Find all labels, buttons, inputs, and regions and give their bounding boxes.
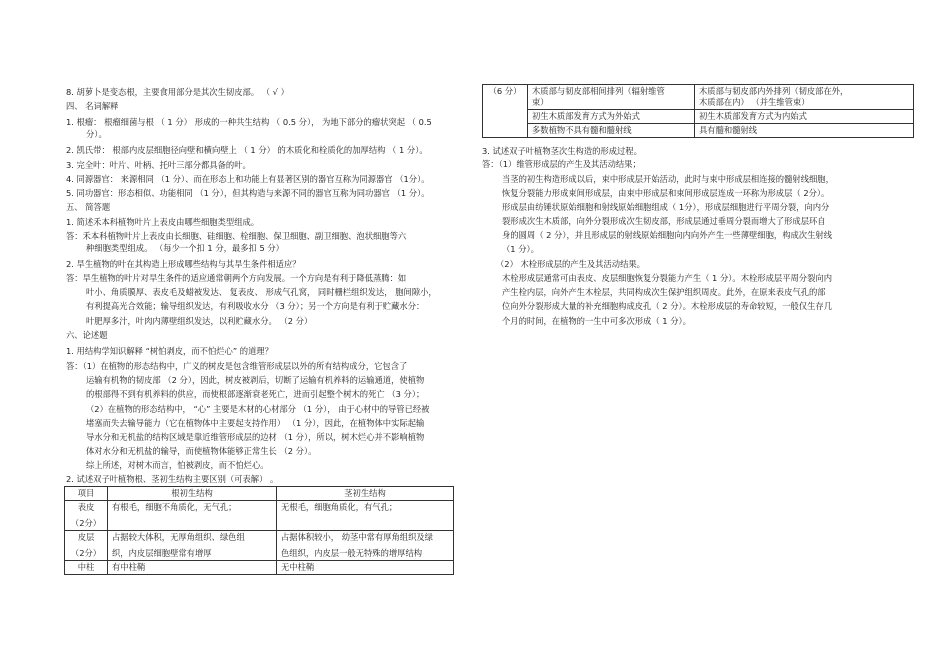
term-4-text: 4. 同源器官： 来源相同 （1 分）、而在形态上和功能上有显著区别的器官互称为同源器官 （1分）。 (66, 174, 430, 184)
essay-1-answer-cont-6: 体对水分和无机盐的输导，而使植物体能够正常生长 （2 分）。 (86, 446, 317, 456)
table-cell (528, 85, 695, 110)
table-cell (695, 110, 914, 124)
essay-3-answer-cont-5: 身的圆周（ 2 分），并且形成层的射线原始细胞向内向外产生一些薄壁细胞，构成次生射线 (502, 230, 832, 240)
root-value-line: 木质部与韧皮部相间排列（辐射维管 (532, 86, 665, 96)
term-5-text: 5. 同功器官：形态相似、功能相同 （1 分），但其构造与来源不同的器官互称为同功器官 （1 分）。 (66, 188, 430, 198)
stem-value: 具有髓和髓射线 (699, 125, 758, 135)
essay-3-answer-cont-2: 恢复分裂能力形成束间形成层，由束中形成层和束间形成层连成一环称为形成层（ 2分）。 (502, 188, 830, 198)
q1-answer: 答：禾本科植物叶片上表皮由长细胞、硅细胞、栓细胞、保卫细胞、副卫细胞、泡状细胞等六 (66, 231, 407, 241)
essay-3-part-2-text-3: 位向外分裂形成大量的补充细胞构成皮孔（ 2 分）。木栓形成层的寿命较短，一般仅生存几 (502, 301, 832, 311)
essay-3-answer-cont-4: 裂形成次生木质部，向外分裂形成次生韧皮部，形成层通过垂周分裂而增大了形成层环自 (502, 216, 826, 226)
item-8-text: 8. 胡萝卜是变态根，主要食用部分是其次生韧皮部。 （ √ ） (66, 87, 289, 97)
table-cell (528, 124, 695, 138)
table-header-cell: 项目 (65, 487, 108, 501)
essay-3-part-2-heading: （2） 木栓形成层的产生及其活动结果。 (496, 259, 645, 269)
table-header-cell: 根初生结构 (108, 487, 277, 501)
stem-value: 无根毛，细胞角质化，有气孔； (281, 502, 398, 512)
section-5-heading: 五、 简答题 (66, 202, 111, 212)
table-header-row (65, 487, 454, 501)
essay-3-part-2-text-2: 产生栓内层，向外产生木栓层，共同构成次生保护组织周皮。此外，在原来表皮气孔的部 (502, 287, 826, 297)
table-cell (65, 531, 108, 561)
table-cell (65, 501, 108, 531)
essay-3-answer: 答：（1）维管形成层的产生及其活动结果； (482, 159, 641, 169)
stem-value: 初生木质部发育方式为内始式 (699, 111, 807, 121)
row-item: 表皮 (77, 502, 95, 512)
root-value-line: 束） (532, 97, 549, 107)
table-cell (108, 531, 277, 561)
term-1-text: 1. 根瘤： 根瘤细菌与根 （ 1 分） 形成的一种共生结构 （ 0.5 分）， 为地下部分的瘤状突起 （ 0.5 (66, 117, 432, 127)
essay-3-part-2-text-1: 木栓形成层通常可由表皮、皮层细胞恢复分裂能力产生（ 1 分）。木栓形成层平周分裂向内 (502, 273, 832, 283)
row-score: （2分） (70, 518, 102, 528)
root-value-line: 织，内皮层细胞壁常有增厚 (112, 548, 212, 558)
table-header-cell: 茎初生结构 (277, 487, 454, 501)
table-cell (695, 124, 914, 138)
table-cell (277, 501, 454, 531)
root-value: 有中柱鞘 (112, 562, 146, 572)
essay-1-answer-cont-2: 的根部得不到有机养料的供应，而使根部逐渐衰老死亡，进而引起整个树木的死亡 （3 分）； (86, 389, 425, 399)
section-4-heading: 四、 名词解释 (66, 101, 119, 111)
essay-1-answer: 答：（1）在植物的形态结构中，广义的树皮是包含维管形成层以外的所有结构成分，它包含了 (66, 361, 408, 371)
table-row (65, 501, 454, 531)
table-cell (108, 501, 277, 531)
table-row (65, 561, 454, 575)
q2-answer-cont-1: 叶小、角质膜厚、表皮毛及蜡被发达、 复表皮、 形成气孔窝， 同时栅栏组织发达， 胞间隙小， (86, 287, 437, 297)
q2-text: 2. 旱生植物的叶在其构造上形成哪些结构与其旱生条件相适应？ (66, 259, 301, 269)
row-score: （2分） (70, 548, 102, 558)
score-label: （6 分） (488, 86, 522, 96)
root-value: 有根毛，细胞不角质化，无气孔； (112, 502, 237, 512)
table-cell (528, 110, 695, 124)
root-value-line: 占据较大体积，无厚角组织、绿色组 (112, 532, 245, 542)
q1-answer-cont: 种细胞类型组成。 （每少一个扣 1 分，最多扣 5 分） (86, 243, 284, 253)
q2-answer: 答：旱生植物的叶片对旱生条件的适应通常朝两个方向发展。一个方向是有利于降低蒸腾：如 (66, 273, 407, 283)
term-2-text: 2. 凯氏带： 根部内皮层细胞径向壁和横向壁上 （ 1 分） 的木质化和栓质化的加厚结构 （ 1 分）。 (66, 145, 428, 155)
stem-value-line: 木质部与韧皮部内外排列（韧皮部在外， (699, 86, 849, 96)
essay-3-text: 3. 试述双子叶植物茎次生构造的形成过程。 (482, 146, 642, 156)
essay-1-answer-cont-3: （2）在植物的形态结构中， “心” 主要是木材的心材部分 （1 分）， 由于心材中的导管已经被 (86, 404, 430, 414)
row-item: 皮层 (77, 532, 95, 542)
term-3-text: 3. 完全叶：叶片、叶柄、托叶三部分都具备的叶。 (66, 160, 251, 170)
essay-1-text: 1. 用结构学知识解释 “树怕剥皮，而不怕烂心” 的道理？ (66, 346, 273, 356)
table-row (483, 110, 914, 124)
root-value: 初生木质部发育方式为外始式 (532, 111, 640, 121)
table-row (483, 85, 914, 110)
q2-answer-cont-3: 叶肥厚多汁，叶肉内薄壁组织发达，以利贮藏水分。 （2 分） (86, 316, 313, 326)
essay-2-text: 2. 试述双子叶植物根、茎初生结构主要区别（可表解） 。 (66, 474, 279, 484)
term-1-cont: 分）。 (86, 129, 107, 139)
table-cell (277, 561, 454, 575)
essay-3-answer-cont-3: 形成层由纺锤状原始细胞和射线原始细胞组成（ 1分），形成层细胞进行平周分裂，向内分 (502, 202, 830, 212)
table-cell (65, 561, 108, 575)
stem-value-line: 占据体积较小， 幼茎中常有厚角组织及绿 (281, 532, 433, 542)
comparison-table-continued (482, 84, 914, 138)
root-stem-comparison-table (64, 486, 454, 575)
score-cell (483, 85, 528, 138)
root-value: 多数植物不具有髓和髓射线 (532, 125, 632, 135)
section-6-heading: 六、论述题 (66, 330, 108, 340)
essay-3-answer-cont-1: 当茎的初生构造形成以后，束中形成层开始活动，此时与束中形成层相连接的髓射线细胞， (502, 174, 834, 184)
table-cell (277, 531, 454, 561)
table-row (65, 531, 454, 561)
q2-answer-cont-2: 有利提高光合效能；输导组织发达，有利吸收水分 （3 分）；另一个方向是有利于贮藏水分： (86, 301, 425, 311)
row-item: 中柱 (77, 562, 95, 572)
stem-value-line: 木质部在内） （并生维管束） (699, 97, 810, 107)
table-row (483, 124, 914, 138)
q1-text: 1. 简述禾本科植物叶片上表皮由哪些细胞类型组成。 (66, 217, 260, 227)
essay-3-part-2-text-4: 个月的时间，在植物的一生中可多次形成（ 1 分）。 (502, 316, 691, 326)
essay-1-answer-cont-4: 堵塞而失去输导能力（它在植物体中主要起支持作用） （1 分），因此，在植物体中实际起输 (86, 418, 425, 428)
essay-3-answer-cont-6: （1 分）。 (502, 244, 539, 254)
stem-value-line: 色组织，内皮层一般无特殊的增厚结构 (281, 548, 423, 558)
essay-1-summary: 综上所述，对树木而言，怕被剥皮，而不怕烂心。 (86, 460, 269, 470)
essay-1-answer-cont-1: 运输有机物的韧皮部 （2 分），因此，树皮被剥后，切断了运输有机养料的运输通道，使植物 (86, 375, 425, 385)
table-cell (695, 85, 914, 110)
essay-1-answer-cont-5: 导水分和无机盐的结构区域是靠近维管形成层的边材 （1 分），所以，树木烂心并不影响植物 (86, 432, 425, 442)
stem-value: 无中柱鞘 (281, 562, 315, 572)
table-cell (108, 561, 277, 575)
